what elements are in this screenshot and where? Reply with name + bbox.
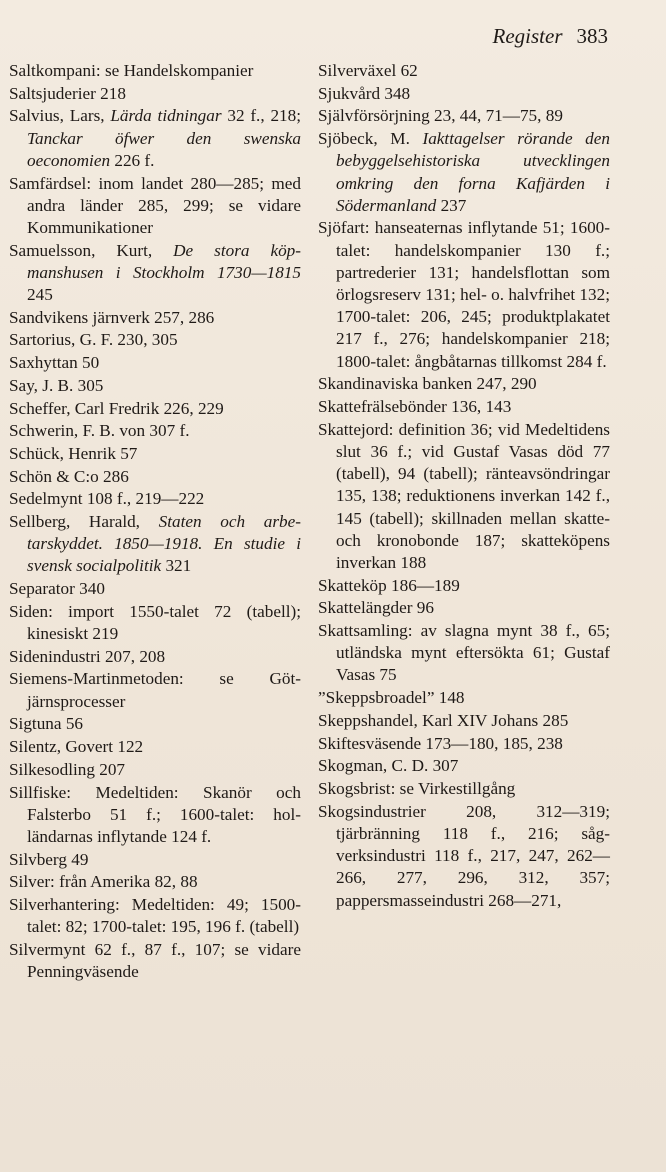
index-entry: Sandvikens järnverk 257, 286 bbox=[9, 307, 215, 327]
index-entry: Schwerin, F. B. von 307 f. bbox=[9, 421, 190, 441]
index-entry: Sedelmynt 108 f., 219—222 bbox=[9, 489, 205, 509]
index-entry: Saltkompani: se Handelskompanier bbox=[9, 61, 254, 80]
index-entry: Sillfiske: Medeltiden: Skanör och Falsterbo 51 f.; 1600-talet: holländarnas inflytande 124 f. bbox=[9, 782, 301, 846]
index-entry: Silentz, Govert 122 bbox=[9, 737, 144, 757]
index-entry: Skattsamling: av slagna mynt 38 f., 65; utländska mynt eftersökta 61; Gustaf Vasas 75 bbox=[318, 621, 610, 685]
index-entry: Självförsörjning 23, 44, 71—75, 89 bbox=[318, 106, 563, 126]
index-entry: Skiftesväsende 173—180, 185, 238 bbox=[318, 733, 563, 753]
page-number: 383 bbox=[576, 24, 608, 48]
index-entry: Saltsjuderier 218 bbox=[9, 83, 126, 103]
right-column bbox=[318, 60, 610, 912]
running-title: Register bbox=[492, 24, 563, 48]
index-entry: Say, J. B. 305 bbox=[9, 375, 104, 395]
index-entry: Sellberg, Harald, Staten och arbetarskyddet. 1850—1918. En studie i svensk socialpolitik 321 bbox=[9, 512, 301, 576]
index-entry: Separator 340 bbox=[9, 579, 105, 599]
index-entry: Skogsindustrier 208, 312—319; tjärbränning 118 f., 216; sågverksindustri 118 f., 217, 247, 262—266, 277, 296, 312, 357; pappersmasseindustri 268—271, bbox=[318, 801, 610, 910]
index-entry: Samfärdsel: inom landet 280—285; med andra länder 285, 299; se vidare Kommunikationer bbox=[9, 173, 301, 237]
index-entry: Silkesodling 207 bbox=[9, 759, 126, 779]
left-column bbox=[9, 60, 301, 984]
index-entry: Sartorius, G. F. 230, 305 bbox=[9, 330, 178, 350]
index-entry: Silver: från Amerika 82, 88 bbox=[9, 872, 198, 892]
index-entry: Sidenindustri 207, 208 bbox=[9, 646, 166, 666]
index-entry: Saxhyttan 50 bbox=[9, 353, 100, 373]
index-entry: Skogman, C. D. 307 bbox=[318, 756, 459, 776]
index-entry: Samuelsson, Kurt, De stora köpmanshusen i Stockholm 1730—1815 245 bbox=[9, 240, 301, 305]
index-entry: Silverväxel 62 bbox=[318, 61, 418, 80]
index-entry: Skatteköp 186—189 bbox=[318, 575, 460, 595]
index-entry: Sjukvård 348 bbox=[318, 83, 411, 103]
index-entry: Skattelängder 96 bbox=[318, 598, 434, 618]
index-entry: Silvberg 49 bbox=[9, 849, 89, 869]
index-entry: Scheffer, Carl Fredrik 226, 229 bbox=[9, 398, 224, 418]
index-entry: Sigtuna 56 bbox=[9, 714, 84, 734]
index-entry: Sjöbeck, M. Iakttagelser rörande den bebyggelsehistoriska utvecklingen omkring den forna Kafjärden i Södermanland 237 bbox=[318, 129, 611, 215]
index-entry: Schön & C:o 286 bbox=[9, 466, 129, 486]
index-entry: Skattefrälsebönder 136, 143 bbox=[318, 397, 512, 417]
index-entry: Silverhantering: Medeltiden: 49; 1500-talet: 82; 1700-talet: 195, 196 f. (tabell) bbox=[9, 895, 301, 937]
index-entry: Skandinaviska banken 247, 290 bbox=[318, 374, 537, 394]
index-entry: ”Skeppsbroadel” 148 bbox=[318, 688, 465, 708]
running-header bbox=[493, 24, 608, 49]
index-entry: Skeppshandel, Karl XIV Johans 285 bbox=[318, 710, 569, 730]
index-entry: Skattejord: definition 36; vid Medeltidens slut 36 f.; vid Gustaf Vasas död 77 (tabell), 94 (tabell); ränteavsöndringar 135, 138; reduktionens inverkan 142 f., 145 (tabell); skillnaden mellan skatte- och kronobonde 187; skatteköpens inverkan 188 bbox=[318, 419, 610, 572]
index-entry: Sjöfart: hanseaternas inflytande 51; 1600-talet: handelskompanier 130 f.; partrederier 131; handelsflottan som örlogsreserv 131; hel- o. halvfrihet 132; 1700-talet: 206, 245; produktplakatet 217 f., 276; handelskompanier 218; 1800-talet: ångbåtarnas tillkomst 284 f. bbox=[318, 218, 610, 371]
index-entry: Silvermynt 62 f., 87 f., 107; se vidare Penningväsende bbox=[9, 939, 301, 982]
index-entry: Siden: import 1550-talet 72 (tabell); kinesiskt 219 bbox=[9, 601, 301, 644]
index-entry: Schück, Henrik 57 bbox=[9, 443, 138, 463]
index-entry: Skogsbrist: se Virkestillgång bbox=[318, 779, 516, 798]
index-entry: Siemens-Martinmetoden: se Götjärnsprocesser bbox=[9, 669, 301, 711]
index-entry: Salvius, Lars, Lärda tidningar 32 f., 218; Tanckar öfwer den swenska oeconomien 226 f. bbox=[9, 106, 302, 170]
